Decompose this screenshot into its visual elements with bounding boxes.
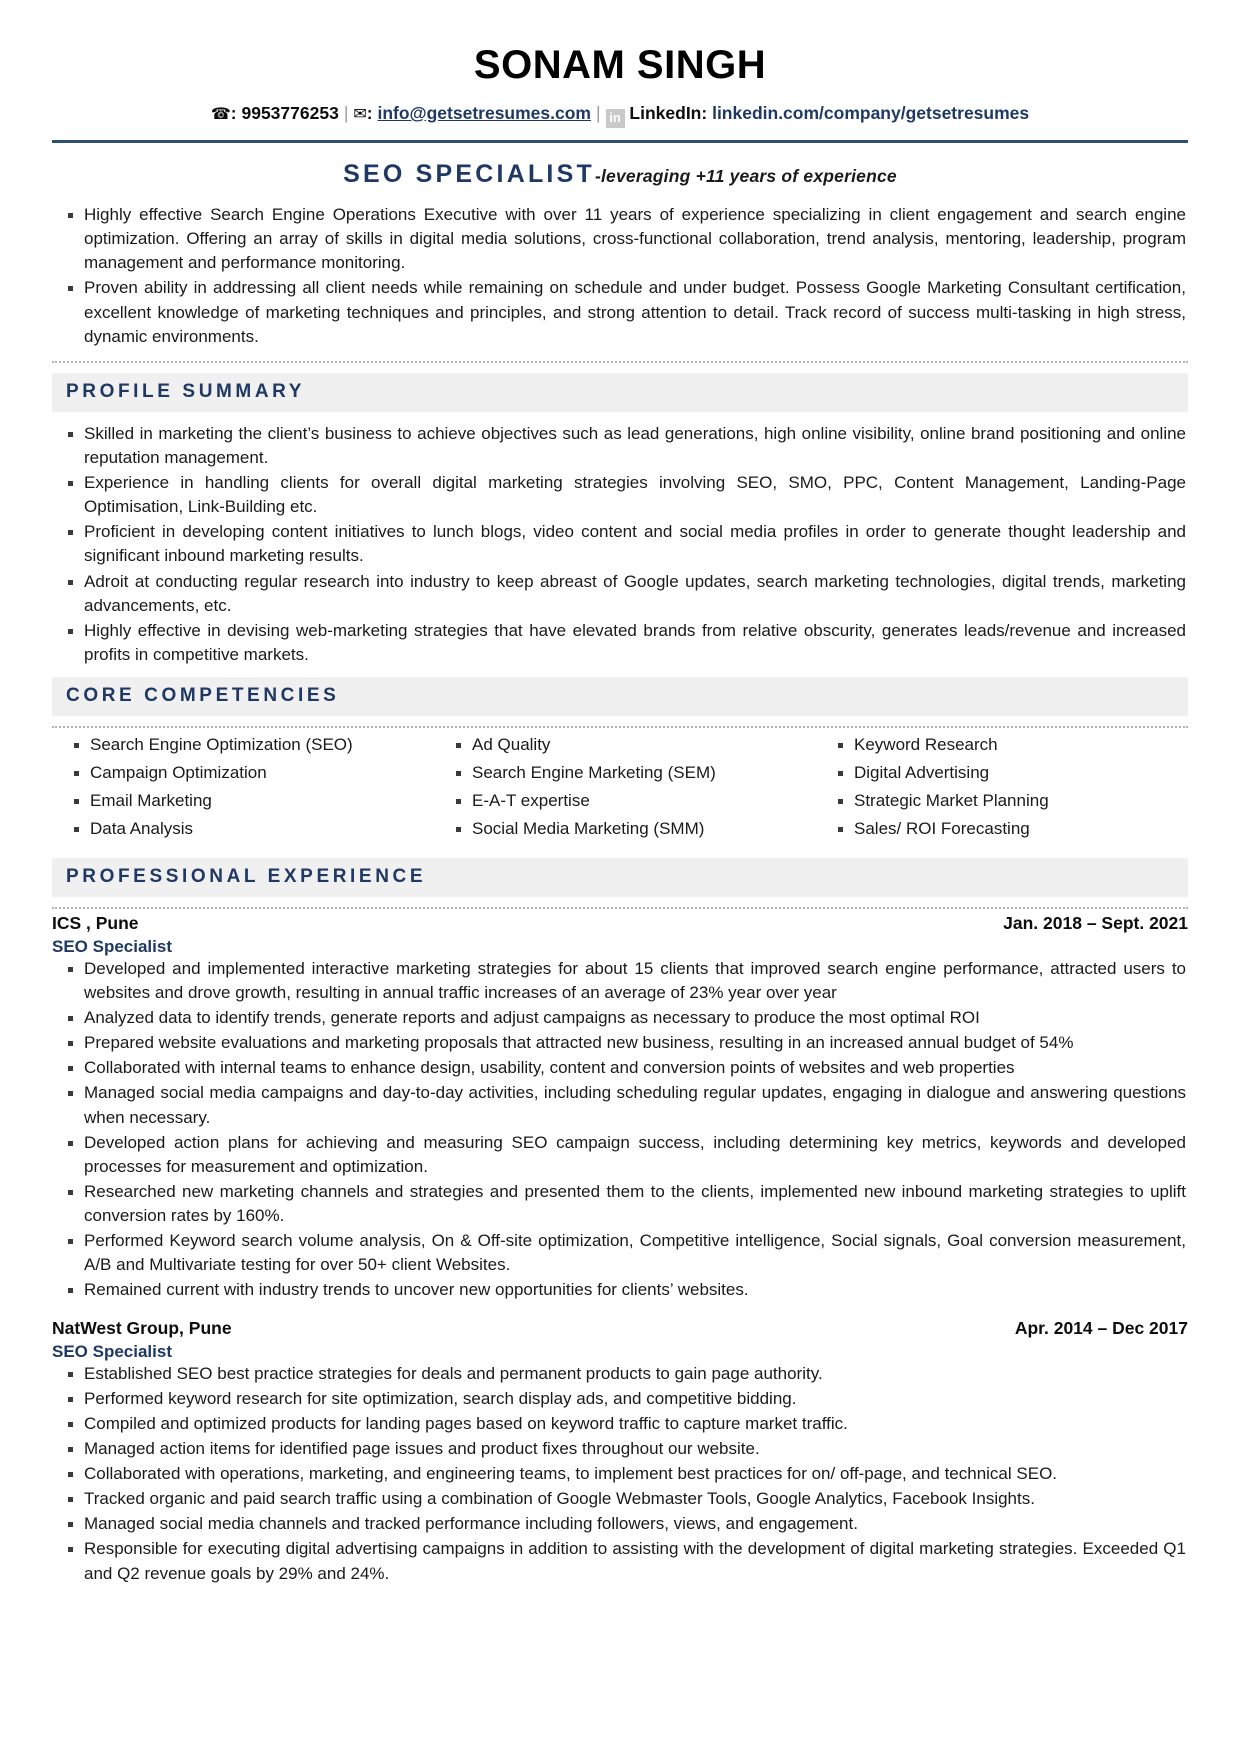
email-link[interactable]: info@getsetresumes.com [377,103,591,123]
list-item: Remained current with industry trends to uncover new opportunities for clients’ websites. [52,1278,1188,1302]
phone-icon: ☎ [210,104,231,123]
list-item: Digital Advertising [816,762,1188,785]
section-body-profile-summary [52,412,1188,667]
list-item: Data Analysis [52,818,424,841]
linkedin-icon[interactable]: in [606,109,625,128]
job-title: SEO Specialist [52,936,172,956]
section-title: PROFESSIONAL EXPERIENCE [66,865,427,887]
list-item: Highly effective in devising web-marketing strategies that have elevated brands from relative obscurity, generates leads/revenue and increased profits in competitive markets. [52,619,1188,667]
section-title: PROFILE SUMMARY [66,380,306,402]
list-item: Strategic Market Planning [816,790,1188,813]
core-competencies-grid [52,728,1188,848]
list-item: Compiled and optimized products for landing pages based on keyword traffic to capture market traffic. [52,1412,1188,1436]
experience-header-row [52,1318,1188,1339]
headline-block [52,159,1188,189]
list-item: Search Engine Marketing (SEM) [434,762,806,785]
contact-line [52,102,1188,128]
candidate-name: SONAM SINGH [473,43,767,87]
experience-bullet-list [52,957,1188,1303]
contact-separator-2: | [596,103,601,123]
employment-dates: Apr. 2014 – Dec 2017 [1014,1317,1188,1338]
experience-spacer [52,1304,1188,1314]
divider-dotted-1 [52,361,1188,363]
list-item: Collaborated with internal teams to enhance design, usability, content and conversion points of websites and web properties [52,1056,1188,1080]
phone-number: : 9953776253 [230,103,339,123]
headline-dash: - [594,166,601,186]
list-item: Responsible for executing digital advertising campaigns in addition to assisting with the development of digital marketing strategies. Exceeded Q1 and Q2 revenue goals by 29% and 24%. [52,1537,1188,1585]
section-header-profile-summary [52,373,1188,412]
employment-dates: Jan. 2018 – Sept. 2021 [1003,912,1188,933]
list-item: Analyzed data to identify trends, generate reports and adjust campaigns as necessary to produce the most optimal ROI [52,1006,1188,1030]
list-item: Proven ability in addressing all client needs while remaining on schedule and under budget. Possess Google Marketing Consultant certification, excellent knowledge of marketing techniques and principles, and strong attention to detail. Track record of success multi-tasking in high stress, dynamic environments. [52,276,1188,348]
section-header-professional-experience [52,858,1188,897]
company-name: NatWest Group, Pune [52,1317,232,1338]
list-item: Social Media Marketing (SMM) [434,818,806,841]
list-item: Proficient in developing content initiatives to lunch blogs, video content and social media profiles in order to generate thought leadership and significant inbound marketing results. [52,520,1188,568]
email-colon: : [366,103,373,123]
list-item: Developed action plans for achieving and measuring SEO campaign success, including determining key metrics, keywords and developed processes for measurement and optimization. [52,1131,1188,1179]
list-item: Developed and implemented interactive marketing strategies for about 15 clients that improved search engine performance, attracted users to websites and drove growth, resulting in annual traffic increases of an average of 23% year over year [52,957,1188,1005]
experience-header-row [52,913,1188,934]
list-item: Managed social media channels and tracked performance including followers, views, and engagement. [52,1512,1188,1536]
list-item: Email Marketing [52,790,424,813]
contact-separator-1: | [343,103,349,123]
list-item: Performed Keyword search volume analysis, On & Off-site optimization, Competitive intelligence, Social signals, Goal conversion measurement, A/B and Multivariate testing for over 50+ client Websites. [52,1229,1188,1277]
list-item: Established SEO best practice strategies for deals and permanent products to gain page authority. [52,1362,1188,1386]
list-item: Performed keyword research for site optimization, search display ads, and competitive bidding. [52,1387,1188,1411]
header-divider [52,140,1188,143]
list-item: Tracked organic and paid search traffic using a combination of Google Webmaster Tools, Google Analytics, Facebook Insights. [52,1487,1188,1511]
list-item: E-A-T expertise [434,790,806,813]
divider-dotted-3 [52,907,1188,909]
intro-bullet-list [52,203,1188,349]
list-item: Sales/ ROI Forecasting [816,818,1188,841]
intro-summary [52,203,1188,349]
list-item: Collaborated with operations, marketing, and engineering teams, to implement best practices for on/ off-page, and technical SEO. [52,1462,1188,1486]
profile-summary-list [52,422,1188,667]
resume-header [52,44,1188,143]
section-title: CORE COMPETENCIES [66,685,340,706]
headline-tagline: leveraging +11 years of experience [600,166,897,186]
headline-role: SEO SPECIALIST [343,160,595,188]
experience-entry [52,913,1188,1303]
experience-entry [52,1318,1188,1586]
list-item: Managed action items for identified page issues and product fixes throughout our website. [52,1437,1188,1461]
list-item: Skilled in marketing the client’s business to achieve objectives such as lead generations, high online visibility, online brand positioning and online reputation management. [52,422,1188,470]
linkedin-label: LinkedIn: [629,103,708,123]
job-title: SEO Specialist [52,1341,172,1361]
section-header-core-competencies [52,677,1188,716]
company-name: ICS , Pune [52,912,139,933]
list-item: Search Engine Optimization (SEO) [52,734,424,757]
list-item: Experience in handling clients for overall digital marketing strategies involving SEO, SMO, PPC, Content Management, Landing-Page Optimisation, Link-Building etc. [52,471,1188,519]
list-item: Campaign Optimization [52,762,424,785]
list-item: Managed social media campaigns and day-to-day activities, including scheduling regular updates, engaging in dialogue and answering questions when necessary. [52,1081,1188,1129]
list-item: Highly effective Search Engine Operations Executive with over 11 years of experience specializing in client engagement and search engine optimization. Offering an array of skills in digital media solutions, cross-functional collaboration, trend analysis, mentoring, leadership, program management and performance monitoring. [52,203,1188,275]
list-item: Adroit at conducting regular research into industry to keep abreast of Google updates, search marketing technologies, digital trends, marketing advancements, etc. [52,570,1188,618]
list-item: Prepared website evaluations and marketing proposals that attracted new business, resulting in an increased annual budget of 54% [52,1031,1188,1055]
envelope-icon: ✉ [353,104,367,123]
list-item: Keyword Research [816,734,1188,757]
linkedin-url-link[interactable]: linkedin.com/company/getsetresumes [712,103,1030,123]
list-item: Ad Quality [434,734,806,757]
list-item: Researched new marketing channels and strategies and presented them to the clients, implemented new inbound marketing strategies to uplift conversion rates by 160%. [52,1180,1188,1228]
experience-bullet-list [52,1362,1188,1586]
